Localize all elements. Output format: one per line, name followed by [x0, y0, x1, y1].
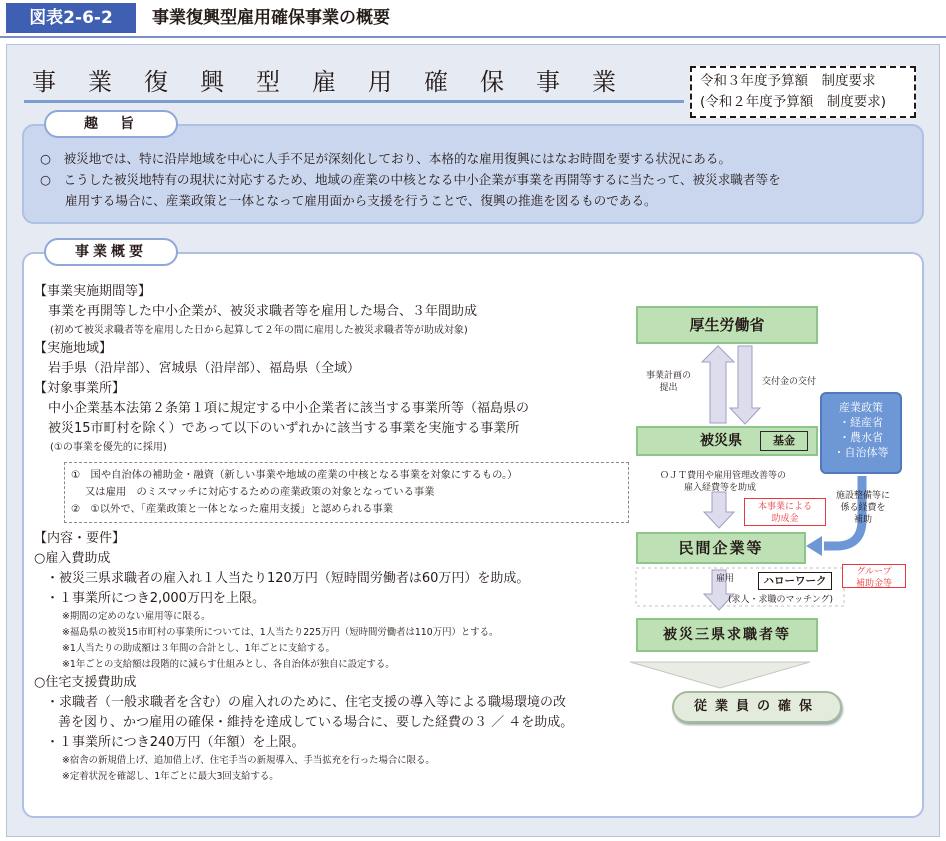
- policy-local: ・自治体等: [833, 446, 889, 459]
- eligible-item-1: ① 国や自治体の補助金・融資（新しい事業や地域の産業の中核となる事業を対象にするもの。）: [71, 469, 518, 481]
- main-title: 事業復興型雇用確保事業: [32, 68, 648, 96]
- target-heading: 【対象事業所】: [34, 381, 126, 396]
- target-text-1: 中小企業基本法第２条第１項に規定する中小企業者に該当する事業所等（福島県の: [48, 401, 530, 416]
- facility-label-3: 補助: [854, 515, 873, 525]
- arrow-down-subsidy: [704, 492, 734, 528]
- hire-note-2: ※福島県の被災15市町村の事業所については、1人当たり225万円（短時間労働者は110万円）とする。: [62, 627, 499, 638]
- hire-note-3: ※1人当たりの助成額は３年間の合計とし、1年ごとに支給する。: [62, 643, 335, 654]
- subsidy-red-2: 助成金: [771, 514, 799, 524]
- subsidy-red-box: [744, 498, 826, 526]
- company-box: 民間企業等: [636, 532, 806, 564]
- arrow-policy-head: [806, 536, 822, 556]
- result-pill: 従業員の確保: [672, 691, 842, 723]
- arrow-up-plan: [702, 346, 734, 423]
- hire-note-1: ※期間の定めのない雇用等に限る。: [62, 611, 211, 622]
- shushi-paragraph-1: ○ 被災地では、特に沿岸地域を中心に人手不足が深刻化しており、本格的な雇用復興にはなお時間を要する状況にある。: [40, 151, 732, 166]
- figure-label: 図表2-6-2: [6, 3, 136, 33]
- plan-label: [646, 370, 691, 394]
- hire-note-4: ※1年ごとの支給額は段階的に減らす仕組みとし、各自治体が独自に設定する。: [62, 659, 395, 670]
- policy-maff: ・農水省: [839, 431, 883, 444]
- seekers-box: 被災三県求職者等: [636, 618, 818, 652]
- housing-subsidy-item-1: ・求職者（一般求職者を含む）の雇入れのために、住宅支援の導入等による職場環境の改: [46, 695, 567, 710]
- hire-label: 雇用: [716, 574, 735, 584]
- mhlw-box: 厚生労働省: [636, 306, 818, 344]
- subsidy-red-1: 本事業による: [757, 502, 812, 512]
- gaiyo-tab: 事業概要: [44, 238, 178, 266]
- target-note: (①の事業を優先的に採用): [50, 442, 167, 453]
- shushi-tab: 趣 旨: [44, 110, 178, 138]
- hellowork-box: ハローワーク: [758, 572, 832, 590]
- period-heading: 【事業実施期間等】: [34, 284, 152, 299]
- area-text: 岩手県（沿岸部）、宮城県（沿岸部）、福島県（全域）: [48, 361, 361, 376]
- shushi-paragraph-2-cont: 雇用する場合に、産業政策と一体となって雇用面から支援を行うことで、復興の推進を図るものである。: [65, 193, 657, 208]
- plan-label-1: 事業計画の: [646, 371, 692, 381]
- prefecture-label: 被災県: [700, 433, 742, 449]
- area-heading: 【実施地域】: [34, 341, 113, 356]
- hire-subsidy-heading: ○雇入費助成: [34, 551, 111, 566]
- facility-label-1: 施設整備等に: [836, 491, 891, 501]
- housing-note-1: ※宿舎の新規借上げ、追加借上げ、住宅手当の新規導入、手当拡充を行った場合に限る。: [62, 755, 435, 766]
- arrow-down-grant: [730, 346, 760, 424]
- facility-label-2: 係る経費を: [840, 503, 886, 513]
- ojt-label: [660, 470, 786, 494]
- housing-subsidy-item-1-cont: 善を図り、かつ雇用の確保・維持を達成している場合に、要した経費の３ ／ ４を助成。: [58, 715, 574, 730]
- group-subsidy-2: 補助金等: [855, 579, 892, 589]
- budget-line-current: 令和３年度予算額 制度要求: [700, 73, 876, 89]
- hire-subsidy-item-2: ・１事業所につき2,000万円を上限。: [46, 591, 265, 606]
- eligible-item-1-cont: 又は雇用 のミスマッチに対応するための産業政策の対象となっている事業: [85, 486, 435, 498]
- housing-subsidy-item-2: ・１事業所につき240万円（年額）を上限。: [46, 735, 305, 750]
- shushi-paragraph-2: ○ こうした被災地特有の現状に対応するため、地域の産業の中核となる中小企業が事業を再開等するに当たって、被災求職者等を: [40, 172, 781, 187]
- housing-subsidy-heading: ○住宅支援費助成: [34, 675, 137, 690]
- fund-box: 基金: [760, 431, 808, 451]
- facility-label: [836, 490, 890, 526]
- policy-meti: ・経産省: [839, 416, 883, 429]
- industrial-policy-box: [820, 392, 902, 474]
- figure-title: 事業復興型雇用確保事業の概要: [152, 8, 390, 28]
- plan-label-2: 提出: [659, 383, 678, 393]
- housing-note-2: ※定着状況を確認し、1年ごとに最大3回支給する。: [62, 771, 279, 782]
- group-subsidy-box: [842, 564, 906, 588]
- period-note: (初めて被災求職者等を雇用した日から起算して２年の間に雇用した被災求職者等が助成対象): [50, 325, 468, 336]
- budget-line-previous: (令和２年度予算額 制度要求): [700, 94, 887, 110]
- hire-subsidy-item-1: ・被災三県求職者の雇入れ１人当たり120万円（短時間労働者は60万円）を助成。: [46, 571, 530, 586]
- grant-label: 交付金の交付: [762, 377, 817, 387]
- content-heading: 【内容・要件】: [34, 531, 126, 546]
- target-text-2: 被災15市町村を除く）であって以下のいずれかに該当する事業を実施する事業所: [48, 421, 520, 436]
- ojt-label-1: ＯＪＴ費用や雇用管理改善等の: [660, 471, 787, 481]
- period-text: 事業を再開等した中小企業が、被災求職者等を雇用した場合、３年間助成: [48, 304, 478, 319]
- matching-label: (求人・求職のマッチング): [728, 595, 834, 605]
- arrow-to-result: [630, 662, 810, 688]
- group-subsidy-1: グループ: [856, 567, 892, 577]
- ojt-label-2: 雇入経費等を助成: [684, 483, 757, 493]
- policy-title: 産業政策: [839, 401, 883, 414]
- eligible-item-2: ② ①以外で、「産業政策と一体となった雇用支援」と認められる事業: [71, 503, 394, 515]
